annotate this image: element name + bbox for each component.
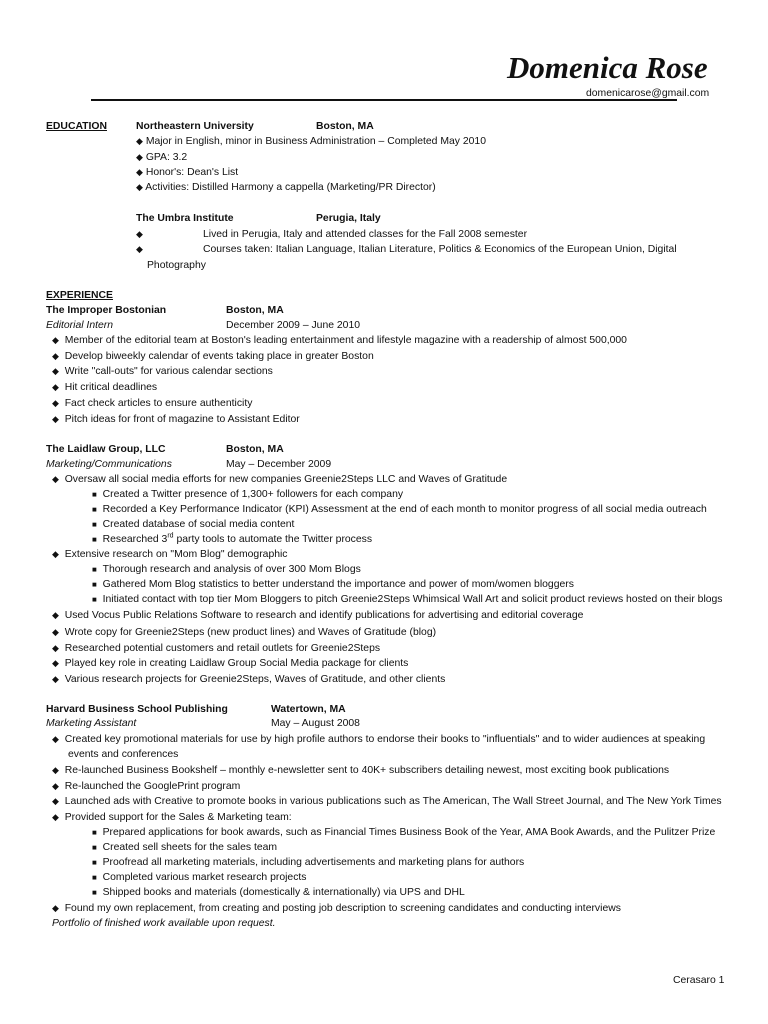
list-item: ◆ Created key promotional materials for use by high profile authors to endorse their books to "influentials" and to wider audiences at speaking: [52, 734, 706, 745]
list-item: ◆ Hit critical deadlines: [52, 382, 158, 393]
bullet-diamond: ◆: [136, 229, 143, 239]
list-item-continuation: events and conferences: [68, 749, 179, 760]
list-item: ◆ Pitch ideas for front of magazine to Assistant Editor: [52, 414, 300, 425]
job-dates: May – December 2009: [226, 459, 332, 470]
sub-list-item: ■ Created database of social media content: [92, 519, 295, 530]
sub-list-item: ■ Initiated contact with top tier Mom Bloggers to pitch Greenie2Steps Whimsical Wall Art and solicit product reviews hosted on their blogs: [92, 594, 723, 605]
list-item: ◆ Fact check articles to ensure authenticity: [52, 398, 253, 409]
page-number: Cerasaro 1: [673, 975, 725, 986]
job-dates: December 2009 – June 2010: [226, 320, 361, 331]
list-item-continuation: Photography: [147, 260, 206, 271]
sub-list-item: ■ Thorough research and analysis of over 300 Mom Blogs: [92, 564, 361, 575]
experience-heading: EXPERIENCE: [46, 290, 113, 301]
list-item: ◆ Launched ads with Creative to promote books in various publications such as The American, The Wall Street Journal, and The New York Times: [52, 796, 722, 807]
school-location: Perugia, Italy: [316, 213, 381, 224]
list-item: ◆ Provided support for the Sales & Marketing team:: [52, 812, 292, 823]
list-item: ◆ Major in English, minor in Business Administration – Completed May 2010: [136, 136, 486, 147]
company-name: The Improper Bostonian: [46, 305, 167, 316]
sub-list-item: ■ Recorded a Key Performance Indicator (KPI) Assessment at the end of each month to monitor progress of all social media outreach: [92, 504, 707, 515]
sub-list-item: ■ Gathered Mom Blog statistics to better understand the importance and power of mom/women bloggers: [92, 579, 574, 590]
bullet-diamond: ◆: [136, 244, 143, 254]
company-location: Boston, MA: [226, 444, 284, 455]
list-item: ◆ Wrote copy for Greenie2Steps (new product lines) and Waves of Gratitude (blog): [52, 627, 437, 638]
sub-list-item: ■ Prepared applications for book awards, such as Financial Times Business Book of the Year, AMA Book Awards, and the Pulitzer Prize: [92, 827, 716, 838]
sub-list-item: ■ Created sell sheets for the sales team: [92, 842, 278, 853]
list-item: ◆ Various research projects for Greenie2Steps, Waves of Gratitude, and other clients: [52, 674, 446, 685]
list-item: ◆ Researched potential customers and retail outlets for Greenie2Steps: [52, 643, 381, 654]
list-item: ◆ Played key role in creating Laidlaw Group Social Media package for clients: [52, 658, 409, 669]
sub-list-item: ■ Shipped books and materials (domestically & internationally) via UPS and DHL: [92, 887, 465, 898]
list-item: ◆ Re-launched Business Bookshelf – monthly e-newsletter sent to 40K+ subscribers detailing newest, most exciting book publications: [52, 765, 670, 776]
list-item: ◆ Develop biweekly calendar of events taking place in greater Boston: [52, 351, 374, 362]
candidate-name: Domenica Rose: [507, 50, 708, 85]
list-item: ◆ Used Vocus Public Relations Software to research and identify publications for advertising and editorial coverage: [52, 610, 584, 621]
list-item: Lived in Perugia, Italy and attended classes for the Fall 2008 semester: [203, 229, 528, 240]
school-name: Northeastern University: [136, 121, 254, 132]
header-divider: [91, 99, 677, 101]
list-item: ◆ Member of the editorial team at Boston's leading entertainment and lifestyle magazine with a readership of almost 500,000: [52, 335, 627, 346]
job-title: Marketing/Communications: [46, 459, 172, 470]
job-title: Editorial Intern: [46, 320, 113, 331]
company-name: Harvard Business School Publishing: [46, 704, 228, 715]
list-item: ◆ GPA: 3.2: [136, 152, 188, 163]
company-name: The Laidlaw Group, LLC: [46, 444, 166, 455]
school-location: Boston, MA: [316, 121, 374, 132]
list-item: Courses taken: Italian Language, Italian Literature, Politics & Economics of the European Union, Digital: [203, 244, 677, 255]
list-item: ◆ Write "call-outs" for various calendar sections: [52, 366, 273, 377]
sub-list-item: ■ Created a Twitter presence of 1,300+ followers for each company: [92, 489, 404, 500]
list-item: ◆ Re-launched the GooglePrint program: [52, 781, 241, 792]
education-heading: EDUCATION: [46, 121, 107, 132]
sub-list-item: ■ Researched 3rd party tools to automate the Twitter process: [92, 532, 373, 545]
sub-list-item: ■ Proofread all marketing materials, including advertisements and marketing plans for authors: [92, 857, 525, 868]
company-location: Watertown, MA: [271, 704, 346, 715]
list-item: ◆ Oversaw all social media efforts for new companies Greenie2Steps LLC and Waves of Gratitude: [52, 474, 508, 485]
contact-email: domenicarose@gmail.com: [586, 88, 710, 99]
portfolio-note: Portfolio of finished work available upon request.: [52, 918, 276, 929]
list-item: ◆ Found my own replacement, from creating and posting job description to screening candidates and conducting interviews: [52, 903, 621, 914]
list-item: ◆ Honor's: Dean's List: [136, 167, 239, 178]
company-location: Boston, MA: [226, 305, 284, 316]
list-item: ◆ Activities: Distilled Harmony a cappella (Marketing/PR Director): [136, 182, 436, 193]
school-name: The Umbra Institute: [136, 213, 234, 224]
list-item: ◆ Extensive research on "Mom Blog" demographic: [52, 549, 288, 560]
job-title: Marketing Assistant: [46, 718, 137, 729]
sub-list-item: ■ Completed various market research projects: [92, 872, 307, 883]
job-dates: May – August 2008: [271, 718, 360, 729]
